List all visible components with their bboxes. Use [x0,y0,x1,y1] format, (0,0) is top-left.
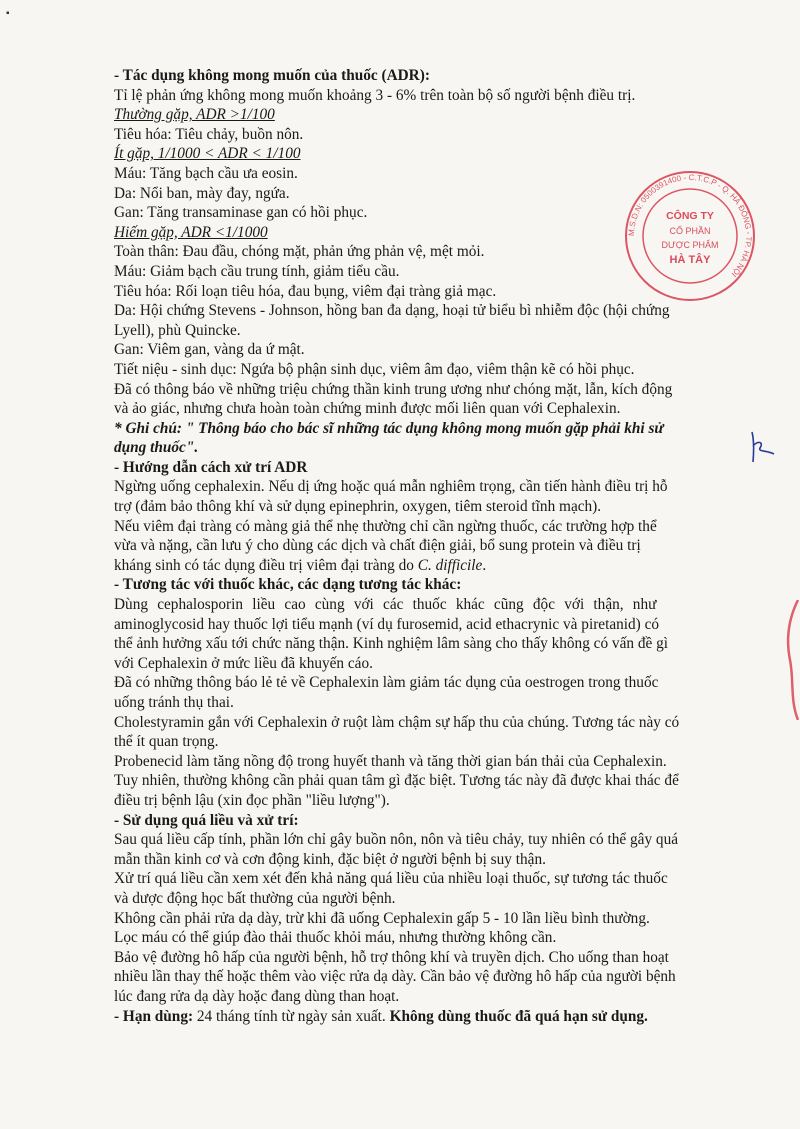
stamp-line: CỔ PHẦN [669,226,711,236]
note-line: * Ghi chú: " Thông báo cho bác sĩ những tác dụng không mong muốn gặp phải khi sử [114,419,664,437]
interactions-line: uống tránh thụ thai. [114,694,234,711]
common-heading: Thường gặp, ADR >1/100 [114,106,275,124]
common-item: Tiêu hóa: Tiêu chảy, buồn nôn. [114,125,304,143]
rare-skin-line: Lyell), phù Quincke. [114,321,241,339]
expiry-label: - Hạn dùng: [114,1007,194,1025]
management-line [114,556,764,576]
interactions-line: Tuy nhiên, thường không cần phải quan tâm gì đặc biệt. Tương tác này đã được khai thác để [114,772,679,790]
note-line: dụng thuốc". [114,439,199,457]
rare-item: Máu: Giảm bạch cầu trung tính, giảm tiểu cầu. [114,262,400,280]
adr-rate: Tỉ lệ phản ứng không mong muốn khoảng 3 - 6% trên toàn bộ số người bệnh điều trị. [114,86,636,104]
management-line: vừa và nặng, cần lưu ý cho dùng các dịch và chất điện giải, bổ sung protein và điều trị [114,537,641,555]
interactions-line: Probenecid làm tăng nồng độ trong huyết thanh và tăng thời gian bán thải của Cephalexin. [114,752,667,770]
cns-report-line: Đã có thông báo về những triệu chứng thần kinh trung ương như chóng mặt, lẫn, kích động [114,380,673,398]
cns-report-line: và ảo giác, nhưng chưa hoàn toàn chứng minh được mối liên quan với Cephalexin. [114,400,621,418]
interactions-line: Đã có những thông báo lẻ tẻ về Cephalexin làm giảm tác dụng của oestrogen trong thuốc [114,674,659,692]
organism-name: C. difficile [417,556,483,574]
management-text: kháng sinh có tác dụng điều trị viêm đại tràng do [114,556,418,574]
rare-item: Toàn thân: Đau đầu, chóng mặt, phản ứng phản vệ, mệt mỏi. [114,243,485,261]
overdose-line: Lọc máu có thể giúp đào thải thuốc khỏi máu, nhưng thường không cần. [114,929,557,947]
stamp-ring-text: M.S.D.N: 0500391400 - C.T.C.P - Q. HÀ ĐÔNG - TP. HÀ NỘI [626,172,754,279]
uncommon-item: Da: Nổi ban, mày đay, ngứa. [114,184,290,202]
overdose-line: lúc đang rửa dạ dày hoặc đang dùng than hoạt. [114,987,400,1005]
expiry-warning: Không dùng thuốc đã quá hạn sử dụng. [389,1007,648,1025]
overdose-line: Không cần phải rửa dạ dày, trừ khi đã uống Cephalexin gấp 5 - 10 lần liều bình thường. [114,909,650,927]
management-line: trợ (đảm bảo thông khí và sử dụng epinephrin, oxygen, tiêm steroid tĩnh mạch). [114,498,602,516]
rare-heading: Hiếm gặp, ADR <1/1000 [114,223,268,241]
interactions-line: điều trị bệnh lậu (xin đọc phần "liều lượng"). [114,791,390,809]
handwritten-signature [748,428,788,468]
stamp-line: CÔNG TY [666,210,714,222]
management-line: Nếu viêm đại tràng có màng giả thể nhẹ thường chỉ cần ngừng thuốc, các trường hợp thể [114,517,657,535]
rare-item: Tiêu hóa: Rối loạn tiêu hóa, đau bụng, viêm đại tràng giả mạc. [114,282,497,300]
adr-heading: - Tác dụng không mong muốn của thuốc (ADR): [114,67,430,84]
overdose-line: nhiều lần thay thế hoặc thêm vào việc rửa dạ dày. Cần bảo vệ đường hô hấp của người bệnh [114,968,676,986]
stamp-line: HÀ TÂY [669,254,711,266]
interactions-heading: - Tương tác với thuốc khác, các dạng tương tác khác: [114,576,462,594]
rare-skin-line: Da: Hội chứng Stevens - Johnson, hồng ban đa dạng, hoại tử biểu bì nhiễm độc (hội chứng [114,302,670,320]
uncommon-item: Gan: Tăng transaminase gan có hồi phục. [114,204,368,222]
expiry-line [114,1007,764,1027]
interactions-line: thể ít quan trọng. [114,733,219,751]
interactions-line: Dùng cephalosporin liều cao cùng với các thuốc khác cũng độc với thận, như [114,596,657,614]
overdose-line: Xử trí quá liều cần xem xét đến khả năng quá liều của nhiều loại thuốc, sự tương tác thuốc [114,870,668,888]
uncommon-heading: Ít gặp, 1/1000 < ADR < 1/100 [114,145,301,163]
uncommon-item: Máu: Tăng bạch cầu ưa eosin. [114,164,298,182]
company-stamp [622,168,758,304]
overdose-line: mẫn thần kinh cơ và cơn động kinh, đặc biệt ở người bệnh bị suy thận. [114,850,546,868]
rare-urogenital: Tiết niệu - sinh dục: Ngứa bộ phận sinh dục, viêm âm đạo, viêm thận kẽ có hồi phục. [114,360,635,378]
overdose-line: Bảo vệ đường hô hấp của người bệnh, hỗ trợ thông khí và truyền dịch. Cho uống than hoạt [114,948,669,966]
overdose-line: Sau quá liều cấp tính, phần lớn chỉ gây buồn nôn, nôn và tiêu chảy, tuy nhiên có thể gây quá [114,831,679,849]
interactions-line: Cholestyramin gắn với Cephalexin ở ruột làm chậm sự hấp thu của chúng. Tương tác này có [114,713,680,731]
interactions-line: với Cephalexin ở mức liều đã khuyến cáo. [114,654,373,672]
corner-mark: ▪ [6,8,10,19]
period: . [482,556,487,574]
management-heading: - Hướng dẫn cách xử trí ADR [114,458,308,476]
interactions-line: thể ảnh hưởng xấu tới chức năng thận. Kinh nghiệm lâm sàng cho thấy không có vấn đề gì [114,635,669,653]
expiry-text: 24 tháng tính từ ngày sản xuất. [193,1007,390,1025]
stamp-line: DƯỢC PHẨM [661,240,719,250]
overdose-heading: - Sử dụng quá liều và xử trí: [114,811,299,829]
interactions-line: aminoglycosid hay thuốc lợi tiểu mạnh (ví dụ furosemid, acid ethacrynic và piretanid) có [114,615,660,633]
stamp-edge-fragment [780,600,800,720]
rare-liver: Gan: Viêm gan, vàng da ứ mật. [114,341,305,359]
overdose-line: và dược động học bất thường của người bệnh. [114,889,396,907]
management-line: Ngừng uống cephalexin. Nếu dị ứng hoặc quá mẫn nghiêm trọng, cần tiến hành điều trị hỗ [114,478,668,496]
